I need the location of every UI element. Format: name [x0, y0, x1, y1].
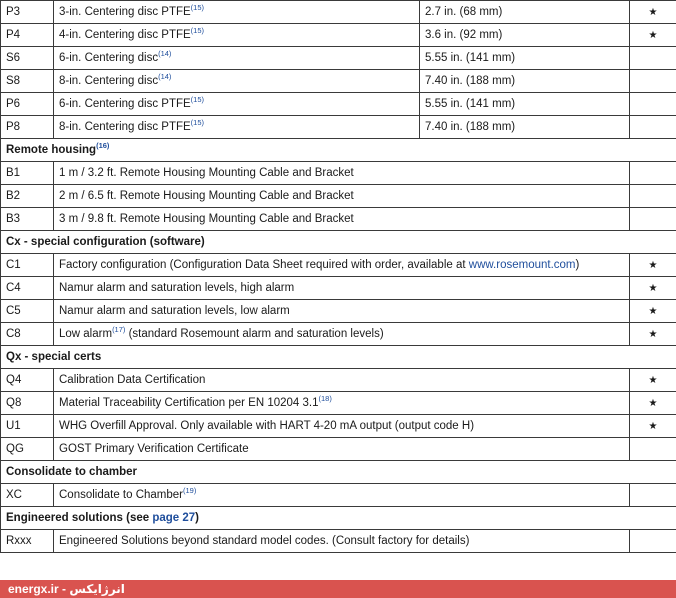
footnote-ref: (14): [158, 72, 172, 82]
description-text: Namur alarm and saturation levels, low alarm: [59, 305, 290, 317]
option-description: [54, 300, 630, 323]
table-row: [1, 484, 676, 507]
description-text: 1 m / 3.2 ft. Remote Housing Mounting Cable and Bracket: [59, 167, 354, 179]
website-link[interactable]: www.rosemount.com: [468, 259, 576, 271]
option-description: [54, 484, 630, 507]
option-code: U1: [1, 415, 54, 438]
table-row: [1, 116, 676, 139]
star-icon: [630, 530, 676, 553]
option-description: [54, 185, 630, 208]
dimension-value: 5.55 in. (141 mm): [420, 93, 630, 116]
option-description: [54, 162, 630, 185]
footnote-ref: (15): [190, 3, 205, 13]
description-text: Engineered Solutions beyond standard model codes. (Consult factory for details): [59, 535, 470, 547]
option-description: [54, 530, 630, 553]
description-text: 2 m / 6.5 ft. Remote Housing Mounting Cable and Bracket: [59, 190, 354, 202]
option-description: [54, 392, 630, 415]
table-row: [1, 162, 676, 185]
description-text: 3-in. Centering disc PTFE: [59, 6, 191, 18]
section-title-text: Remote housing: [6, 144, 97, 156]
dimension-value: 5.55 in. (141 mm): [420, 47, 630, 70]
section-header-row: [1, 139, 676, 162]
option-description: [54, 415, 630, 438]
table-row: [1, 323, 676, 346]
option-code: P6: [1, 93, 54, 116]
table-row: [1, 47, 676, 70]
star-icon: [630, 70, 676, 93]
section-title: [1, 461, 676, 484]
footnote-ref: (16): [96, 141, 110, 151]
option-code: P4: [1, 24, 54, 47]
option-code: B3: [1, 208, 54, 231]
table-row: [1, 277, 676, 300]
table-row: [1, 24, 676, 47]
table-row: [1, 93, 676, 116]
table-row: [1, 208, 676, 231]
star-icon: [630, 47, 676, 70]
dimension-value: 3.6 in. (92 mm): [420, 24, 630, 47]
footnote-ref: (17): [112, 325, 126, 335]
option-description: [54, 277, 630, 300]
option-description: [54, 438, 630, 461]
option-description: [54, 70, 420, 93]
description-text: WHG Overfill Approval. Only available with HART 4-20 mA output (output code H): [59, 420, 475, 432]
section-title: [1, 139, 676, 162]
option-description: [54, 24, 420, 47]
option-description: [54, 93, 420, 116]
option-code: P3: [1, 1, 54, 24]
table-row: [1, 415, 676, 438]
table-row: [1, 70, 676, 93]
section-title-text: Qx - special certs: [6, 351, 102, 363]
option-code: XC: [1, 484, 54, 507]
description-text: 3 m / 9.8 ft. Remote Housing Mounting Cable and Bracket: [59, 213, 354, 225]
section-header-row: [1, 346, 676, 369]
description-text: 8-in. Centering disc PTFE: [59, 121, 191, 133]
section-title-text: Cx - special configuration (software): [6, 236, 205, 248]
table-row: [1, 438, 676, 461]
description-text: Calibration Data Certification: [59, 374, 206, 386]
star-icon: [630, 162, 676, 185]
option-code: P8: [1, 116, 54, 139]
option-code: B1: [1, 162, 54, 185]
star-icon: ★: [630, 24, 676, 47]
star-icon: [630, 93, 676, 116]
option-code: Q4: [1, 369, 54, 392]
description-text: 8-in. Centering disc: [59, 75, 159, 87]
section-title-suffix: ): [195, 512, 200, 524]
section-title: [1, 507, 676, 530]
watermark-footer: energx.ir - انرژایکس: [0, 580, 676, 598]
option-code: C8: [1, 323, 54, 346]
description-text: 6-in. Centering disc PTFE: [59, 98, 191, 110]
option-code: Q8: [1, 392, 54, 415]
section-header-row: [1, 461, 676, 484]
option-description: [54, 323, 630, 346]
table-row: [1, 392, 676, 415]
description-suffix: ): [575, 259, 580, 271]
dimension-value: 7.40 in. (188 mm): [420, 70, 630, 93]
option-description: [54, 208, 630, 231]
section-title-text: Consolidate to chamber: [6, 466, 137, 478]
description-text: Factory configuration (Configuration Data Sheet required with order, available at: [59, 259, 469, 271]
star-icon: [630, 208, 676, 231]
dimension-value: 2.7 in. (68 mm): [420, 1, 630, 24]
description-text: Namur alarm and saturation levels, high alarm: [59, 282, 295, 294]
description-text: Material Traceability Certification per EN 10204 3.1: [59, 397, 319, 409]
option-code: QG: [1, 438, 54, 461]
footnote-ref: (15): [190, 26, 205, 36]
section-header-row: [1, 507, 676, 530]
table-row: [1, 300, 676, 323]
page-link[interactable]: page 27: [152, 512, 196, 524]
option-code: S8: [1, 70, 54, 93]
footnote-ref: (15): [190, 118, 205, 128]
star-icon: ★: [630, 254, 676, 277]
footnote-ref: (15): [190, 95, 205, 105]
option-description: [54, 1, 420, 24]
table-row: [1, 185, 676, 208]
option-description: [54, 369, 630, 392]
footnote-ref: (18): [318, 394, 332, 404]
option-code: C4: [1, 277, 54, 300]
description-text: 4-in. Centering disc PTFE: [59, 29, 191, 41]
star-icon: [630, 438, 676, 461]
option-description: [54, 254, 630, 277]
star-icon: [630, 116, 676, 139]
option-description: [54, 116, 420, 139]
star-icon: ★: [630, 415, 676, 438]
star-icon: [630, 185, 676, 208]
option-description: [54, 47, 420, 70]
section-header-row: [1, 231, 676, 254]
footnote-ref: (14): [158, 49, 172, 59]
description-text: Consolidate to Chamber: [59, 489, 184, 501]
description-text: GOST Primary Verification Certificate: [59, 443, 249, 455]
option-code: C1: [1, 254, 54, 277]
description-text: Low alarm: [59, 328, 113, 340]
star-icon: ★: [630, 323, 676, 346]
table-row: [1, 254, 676, 277]
dimension-value: 7.40 in. (188 mm): [420, 116, 630, 139]
star-icon: ★: [630, 369, 676, 392]
section-title-text: Engineered solutions (see: [6, 512, 153, 524]
star-icon: ★: [630, 392, 676, 415]
star-icon: ★: [630, 277, 676, 300]
option-code: C5: [1, 300, 54, 323]
option-code: B2: [1, 185, 54, 208]
section-title: [1, 346, 676, 369]
footnote-ref: (19): [183, 486, 197, 496]
section-title: [1, 231, 676, 254]
description-suffix: (standard Rosemount alarm and saturation levels): [125, 328, 384, 340]
table-row: [1, 369, 676, 392]
description-text: 6-in. Centering disc: [59, 52, 159, 64]
star-icon: [630, 484, 676, 507]
table-row: [1, 530, 676, 553]
table-row: [1, 1, 676, 24]
star-icon: ★: [630, 1, 676, 24]
option-code: Rxxx: [1, 530, 54, 553]
star-icon: ★: [630, 300, 676, 323]
option-code: S6: [1, 47, 54, 70]
